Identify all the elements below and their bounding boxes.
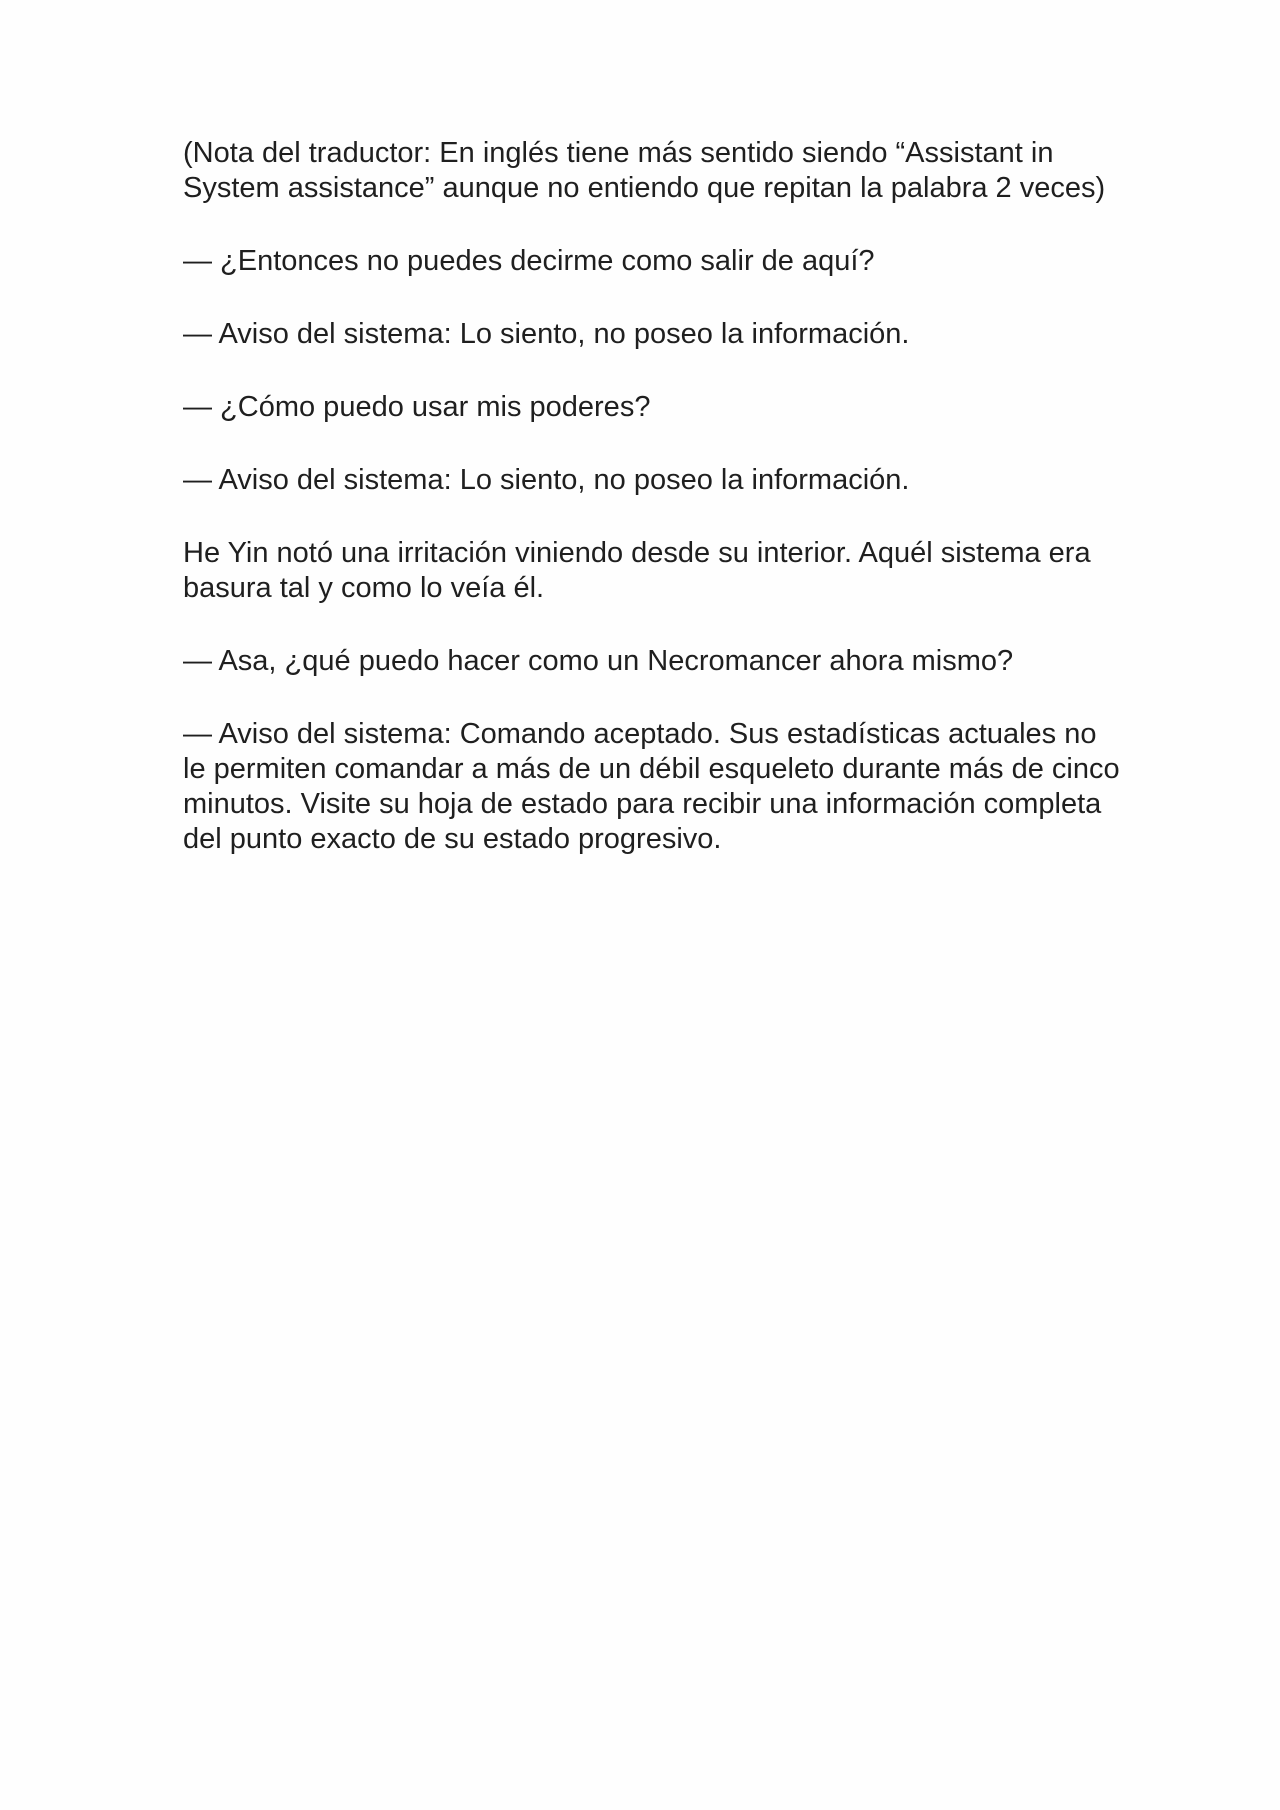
dialogue-line: — ¿Entonces no puedes decirme como salir de aquí?	[183, 245, 875, 277]
system-notice-line: — Aviso del sistema: Lo siento, no poseo la información.	[183, 318, 910, 350]
system-notice-line: — Aviso del sistema: Comando aceptado. Sus estadísticas actuales no le permiten comandar a más de un débil esqueleto durante más de cinco minutos. Visite su hoja de estado para recibir una información completa del punto exacto de su estado progresivo.	[183, 718, 1120, 855]
narration-paragraph: He Yin notó una irritación viniendo desde su interior. Aquél sistema era basura tal y como lo veía él.	[183, 537, 1091, 604]
dialogue-line: — ¿Cómo puedo usar mis poderes?	[183, 391, 651, 423]
document-body	[183, 136, 1123, 857]
dialogue-line: — Asa, ¿qué puedo hacer como un Necromancer ahora mismo?	[183, 645, 1014, 677]
translator-note-paragraph: (Nota del traductor: En inglés tiene más sentido siendo “Assistant in System assistance” aunque no entiendo que repitan la palabra 2 veces)	[183, 137, 1106, 204]
system-notice-line: — Aviso del sistema: Lo siento, no poseo la información.	[183, 464, 910, 496]
